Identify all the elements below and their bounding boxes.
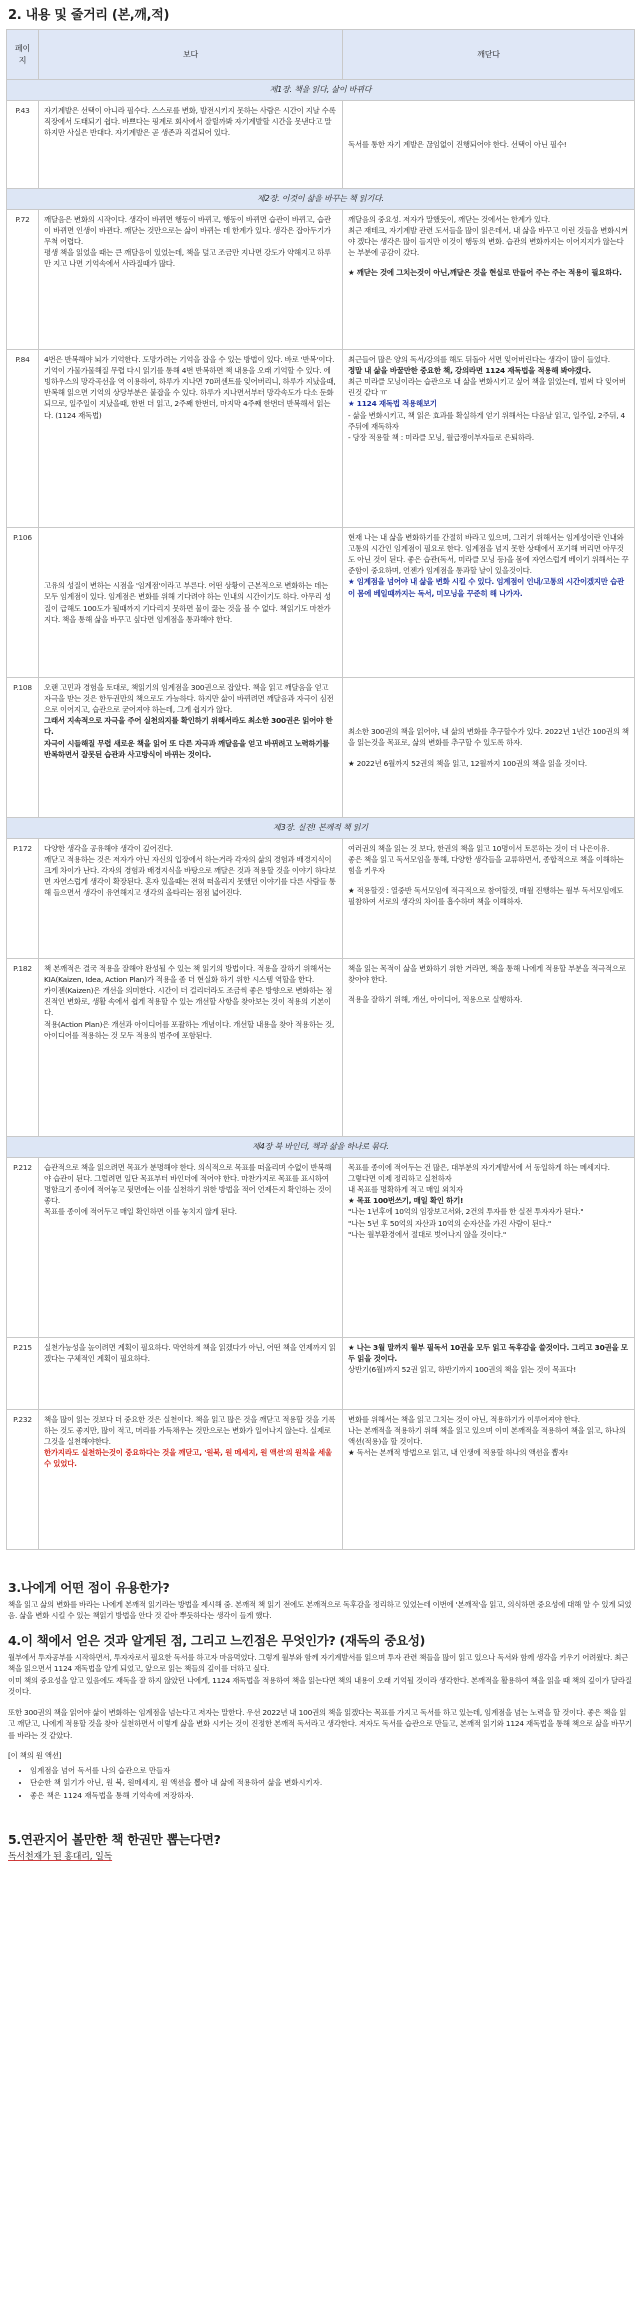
realize-highlight: ★ 임계점을 넘어야 내 삶을 변화 시킬 수 있다. 임계점이 인내/고통의 시간이겠지만 습관이 몸에 베일때까지는 독서, 미모닝을 꾸준히 해 나가자. xyxy=(348,577,624,598)
header-page: 페이지 xyxy=(7,30,39,80)
see-text: 적용(Action Plan)은 개선과 아이디어를 포괄하는 개념이다. 개선할 내용을 찾아 적용하는 것, 아이디어를 적용하는 것 모두 적용의 범주에 포함된다. xyxy=(44,1019,335,1040)
realize-text: 그렇다면 이제 정리하고 실천하자 xyxy=(348,1174,452,1184)
q5-body: 독서천재가 된 홍대리, 일독 xyxy=(8,1852,113,1863)
list-item: • 임계점을 넘어 독서를 나의 습관으로 만들자 xyxy=(30,1765,634,1778)
chapter-title: 제2장. 이것이 삶을 바꾸는 책 읽기다. xyxy=(7,189,635,210)
realize-text: 책을 읽는 목적이 삶을 변화하기 위한 거라면, 책을 통해 나에게 적용할 부분을 적극적으로 찾아야 한다. xyxy=(348,964,626,985)
page-number: P.232 xyxy=(7,1410,39,1550)
page-number: P.108 xyxy=(7,678,39,818)
realize-text: 최근 미라클 모닝이라는 습관으로 내 삶을 변화시키고 싶어 책을 읽었는데, 벌써 다 잊어버린것 같다 ㅠ xyxy=(348,377,626,398)
page-number: P.84 xyxy=(7,350,39,528)
realize-text: - 당장 적용할 책 : 미라클 모닝, 월급쟁이부자들로 은퇴하라. xyxy=(348,432,534,442)
page-number: P.72 xyxy=(7,210,39,350)
realize-text: 독서를 통한 자기 계발은 끊임없이 진행되어야 한다. 선택이 아닌 필수! xyxy=(348,139,567,149)
see-cell xyxy=(39,210,343,350)
question-4 xyxy=(6,1631,634,1802)
table-row xyxy=(7,1410,635,1550)
see-text: 깨달음은 변화의 시작이다. 생각이 바뀌면 행동이 바뀌고, 행동이 바뀌면 습관이 바뀌고, 습관이 바뀌면 인생이 바뀐다. 깨닫는 것만으로는 삶이 바뀌는 데 한계가 있다. 생각은 잡아두기가 무척 어렵다. xyxy=(44,215,331,247)
table-row xyxy=(7,959,635,1137)
realize-text: "나는 월부환경에서 절대로 벗어나지 않을 것이다." xyxy=(348,1229,507,1239)
q3-title: 3.나에게 어떤 점이 유용한가? xyxy=(8,1580,170,1595)
q4-paragraph: 월부에서 투자공부를 시작하면서, 투자자로서 필요한 독서를 하고자 마음먹었다. 그렇게 월부와 함께 자기계발서를 읽으며 투자 관련 책들을 많이 읽고 있으나 독서와 함께 생각을 키우기 어려웠다. 최근 책을 읽으면서 1124 재독법을 알게 되었고, 앞으로 읽는 책들의 깊이를 더하고 싶다. xyxy=(8,1652,629,1674)
see-highlight: 한가지라도 실천하는것이 중요하다는 것을 깨닫고, '원북, 원 메세지, 원 액션'의 원칙을 세울 수 있었다. xyxy=(44,1448,332,1469)
table-row xyxy=(7,839,635,959)
page-number: P.212 xyxy=(7,1158,39,1338)
table-row xyxy=(7,1338,635,1410)
list-item: • 단순한 책 읽기가 아닌, 원 북, 원메세지, 원 액션을 뽑아 내 삶에 적용하여 삶을 변화시키자. xyxy=(30,1777,634,1790)
see-cell xyxy=(39,528,343,678)
see-text: 책을 많이 읽는 것보다 더 중요한 것은 실천이다. 책을 읽고 많은 것을 깨닫고 적용할 것을 기록하는 것도 좋지만, 많이 적고, 머리를 가득채우는 것만으로는 변화가 일어나지 않는다. 실제로 그것을 실천해야한다. xyxy=(44,1415,336,1447)
see-cell xyxy=(39,678,343,818)
realize-cell xyxy=(343,1338,635,1410)
realize-text: 최근들어 많은 양의 독서/강의를 해도 뒤돌아 서면 잊어버린다는 생각이 많이 들었다. xyxy=(348,355,610,364)
table-row xyxy=(7,350,635,528)
see-text: 깨닫고 적용하는 것은 저자가 아닌 자신의 입장에서 하는거라 각자의 삶의 경험과 배경지식이 크게 차이가 난다. 각자의 경험과 배경지식을 바탕으로 깨달은 것과 적용할 것을 이야기 하다보면 자연스럽게 생각이 확장된다. 혼자 있을때는 전혀 떠올리지 못했던 이야기를 다른 사람들 통해 들으면서 생각이 유연해지고 생각의 올타리는 점점 넓어진다. xyxy=(44,855,336,898)
see-text: 다양한 생각을 공유해야 생각이 깊어진다. xyxy=(44,844,173,853)
see-text: 책 본깨적은 결국 적용을 잘해야 완성될 수 있는 책 읽기의 방법이다. 적용을 잘하기 위해서는 KIA(Kaizen, Idea, Action Plan)가 적용을 좀 더 현실화 하기 위한 시스템 역할을 한다. xyxy=(44,964,331,985)
see-text: 카이젠(Kaizen)은 개선을 의미한다. 시간이 더 걸리더라도 조금씩 좋은 방향으로 변화하는 점진적인 변화로, 생활 속에서 쉽게 적용할 수 있는 개선할 사항을 찾아보는 것이 적용의 기본이다. xyxy=(44,986,333,1018)
q4-paragraph: 이미 책의 중요성을 알고 있음에도 재독을 잘 하지 않았던 나에게, 1124 재독법을 적용하여 책을 읽는다면 책의 내용이 오래 기억될 것이라 생각한다. 본깨적을 활용하여 책을 읽을 때 책의 깊이가 달라질 것이다. xyxy=(8,1675,632,1697)
realize-text: 여러권의 책을 읽는 것 보다, 한권의 책을 읽고 10명이서 토론하는 것이 더 나은이유. xyxy=(348,844,610,853)
table-row xyxy=(7,101,635,189)
question-5 xyxy=(6,1830,634,1865)
realize-highlight: ★ 1124 재독법 적용해보기 xyxy=(348,399,437,409)
q5-title: 5.연관지어 볼만한 책 한권만 뽑는다면? xyxy=(8,1832,221,1848)
realize-text: 적용을 잘하기 위해, 개선, 아이디어, 적용으로 실행하자. xyxy=(348,995,523,1005)
realize-text: 내 목표를 명확하게 적고 매일 외치자 xyxy=(348,1185,463,1195)
see-text: 오랜 고민과 경험을 토대로, 책읽기의 임계점을 300권으로 잡았다. 책을 읽고 깨달음을 얻고 자극을 받는 것은 한두권만의 책으로도 가능하다. 하지만 삶이 바뀌려면 깨달음과 자극이 심전으로 이어지고, 습관으로 굳어져야 하는데, 그게 쉽지가 않다. xyxy=(44,683,334,715)
see-text: 평생 책을 읽었을 때는 큰 깨달음이 있었는데, 책을 덮고 조금만 지나면 강도가 약해지고 하루만 지고 나면 기억속에서 사라질때가 많다. xyxy=(44,248,331,269)
see-text: 실천가능성을 높이려면 계획이 필요하다. 막연하게 책을 읽겠다가 아닌, 어떤 책을 언제까지 읽겠다는 구체적인 계획이 필요하다. xyxy=(44,1343,336,1364)
notes-table xyxy=(6,29,635,1550)
realize-text: 현재 나는 내 삶을 변화하기를 간절히 바라고 있으며, 그러기 위해서는 임계성이란 인내와 고통의 시간인 임계점이 필요로 한다. 임계점을 넘지 못한 상태에서 포기해 버리면 아무것도 아닌 것이 된다. 좋은 습관(독서, 미라클 모닝 등)을 몸에 자연스럽게 베이기 위해서는 꾸준함이 중요하며, 언젠가 임계점을 통과할 날이 있을것이다. xyxy=(348,533,629,576)
realize-text: "나는 1년후에 10억의 임장보고서와, 2건의 투자를 한 실전 투자자가 된다." xyxy=(348,1207,584,1217)
see-cell xyxy=(39,1338,343,1410)
realize-highlight: ★ 나는 3월 말까지 월부 필독서 10권을 모두 읽고 독후감을 쓸것이다. 그리고 30권을 모두 읽을 것이다. xyxy=(348,1343,628,1364)
see-cell xyxy=(39,1410,343,1550)
table-row xyxy=(7,1158,635,1338)
page-number: P.215 xyxy=(7,1338,39,1410)
realize-cell xyxy=(343,210,635,350)
realize-highlight: ★ 목표 100번쓰기, 매일 확인 하기! xyxy=(348,1196,464,1206)
realize-text: 깨달음의 중요성. 저자가 말했듯이, 깨닫는 것에서는 한계가 있다. xyxy=(348,215,550,224)
realize-cell xyxy=(343,959,635,1137)
question-3 xyxy=(6,1578,634,1622)
q4-list-title: [이 책의 원 액션] xyxy=(8,1751,62,1761)
realize-highlight: ★ 깨닫는 것에 그치는것이 아닌,깨달은 것을 현실로 만들어 주는 주는 적용이 필요하다. xyxy=(348,268,622,278)
chapter-title: 제4장 북 바인더, 책과 삶을 하나로 묶다. xyxy=(7,1137,635,1158)
q3-body: 책을 읽고 삶의 변화를 바라는 나에게 본깨적 읽기라는 방법을 제시해 줌. 본깨적 책 읽기 전에도 본깨적으로 독후감을 정리하고 있었는데 이번에 '본깨적'을 읽고, 의식하면 중요성에 대해 알 수 있게 되었음. 삶을 변화 시킬 수 있는 책읽기 방법을 안다 것 같아 뿌듯하다는 생각이 들게 했다. xyxy=(8,1600,632,1621)
realize-text: 최소한 300권의 책을 읽어야, 내 삶의 변화를 추구할수가 있다. 2022년 1년간 100권의 책을 읽는것을 목표로, 삶의 변화를 추구할 수 있도록 하자. xyxy=(348,727,629,748)
page-number: P.106 xyxy=(7,528,39,678)
page xyxy=(0,4,640,1865)
header-see: 보다 xyxy=(39,30,343,80)
one-action-list xyxy=(20,1765,634,1803)
realize-text: 좋은 책을 읽고 독서모임을 통해, 다양한 생각들을 교류하면서, 종합적으로 책을 이해하는 힘을 키우자 xyxy=(348,855,624,876)
see-text: 그래서 지속적으로 자극을 주어 실천의지를 확인하기 위해서라도 최소한 300권은 읽어야 한다. xyxy=(44,716,333,737)
realize-cell xyxy=(343,839,635,959)
see-cell xyxy=(39,350,343,528)
q4-title: 4.이 책에서 얻은 것과 알게된 점, 그리고 느낀점은 무엇인가? (재독의 중요성) xyxy=(8,1632,426,1648)
section-title: 2. 내용 및 줄거리 (본,깨,적) xyxy=(8,8,170,23)
chapter-row xyxy=(7,189,635,210)
realize-cell xyxy=(343,678,635,818)
see-text: 고유의 성질이 변하는 시점을 '임계점'이라고 부른다. 어떤 상황이 근본적으로 변화하는 데는 모두 임계점이 있다. 임계점은 변화를 위해 기다려야 하는 인내의 시간이기도 하다. 아무리 성질이 급해도 100도가 될때까지 기다리지 못하면 물이 끓는 것을 볼 수 없다. 책읽기도 마찬가지다. 책을 통해 삶을 바꾸고 싶다면 임계점을 통과해야 한다. xyxy=(44,581,331,624)
see-text: 목표를 종이에 적어두고 매일 확인하면 이를 놓치지 않게 된다. xyxy=(44,1207,237,1217)
realize-highlight: ★ 독서는 본깨적 방법으로 읽고, 내 인생에 적용할 하나의 액션을 뽑자! xyxy=(348,1448,569,1458)
chapter-row xyxy=(7,1137,635,1158)
realize-cell xyxy=(343,101,635,189)
see-text: 4번은 반복해야 뇌가 기억한다. 도망가려는 기억을 잡을 수 있는 방법이 있다. 바로 '반복'이다. xyxy=(44,355,335,364)
page-number: P.182 xyxy=(7,959,39,1137)
header-realize: 깨닫다 xyxy=(343,30,635,80)
realize-text: 나는 본깨적을 적용하기 위해 책을 읽고 있으며 이미 본깨적을 적용하여 책을 읽고, 하나의 액션(적용)을 할 것이다. xyxy=(348,1426,626,1447)
realize-cell xyxy=(343,1410,635,1550)
realize-text: 정말 내 삶을 바꿀만한 중요한 책, 강의라면 1124 재독법을 적용해 봐야겠다. xyxy=(348,366,592,376)
see-text: 자기계발은 선택이 아니라 필수다. 스스로를 변화, 발전시키지 못하는 사람은 시간이 지날 수록 직장에서 도태되기 쉽다. 바쁘다는 핑계로 회사에서 잘릴까봐 자기계발할 시간을 못낸다고 말하지만 사실은 반대다. 자기계발은 곧 생존과 직결되어 있다. xyxy=(44,106,336,138)
realize-text: 변화를 위해서는 책을 읽고 그치는 것이 아닌, 적용하기가 이루어져야 한다. xyxy=(348,1415,580,1424)
chapter-row xyxy=(7,80,635,101)
realize-text: 최근 재테크, 자기계발 관련 도서들을 많이 읽은데서, 내 삶을 바꾸고 이런 것들을 변화시켜야 겠다는 생각은 많이 들지만 이것이 행동의 변화. 습관의 변화까지는 이어지지가 않는다는 부분에 공감이 갔다. xyxy=(348,226,628,258)
see-text: 습관적으로 책을 읽으려면 목표가 분명해야 한다. 의식적으로 목표를 떠올리며 수없이 반복해야 습관이 된다. 그럴려면 일단 목표부터 바인더에 적어야 한다. 마찬가지로 목표를 표시하여 명함크기 종이에 적어놓고 뒷면에는 이를 실천하기 위한 방법을 적어 언제든지 확인하는 것이 좋다. xyxy=(44,1163,332,1206)
page-number: P.43 xyxy=(7,101,39,189)
page-number: P.172 xyxy=(7,839,39,959)
table-row xyxy=(7,678,635,818)
chapter-title: 제1장. 책을 읽다, 삶이 바뀌다 xyxy=(7,80,635,101)
see-cell xyxy=(39,959,343,1137)
see-cell xyxy=(39,1158,343,1338)
list-item: • 좋은 책은 1124 재독법을 통해 기억속에 저장하자. xyxy=(30,1790,634,1803)
realize-text: 목표를 종이에 적어두는 건 많은, 대부분의 자기계발서에 서 동일하게 하는 메세지다. xyxy=(348,1163,610,1172)
header-row xyxy=(7,30,635,80)
chapter-row xyxy=(7,818,635,839)
see-text: 기억이 가물가물해질 무렵 다시 읽기를 통해 4번 반복하면 책 내용을 오래 기억할 수 있다. 에빙하우스의 망각곡선을 역 이용하여, 하루가 지나면 70퍼센트를 잊어버리니, 하루가 지났을때, 반복해 읽으면 기억의 상당부분은 붙잡을 수 있다. 하루가 지나면서부터 망각속도가 다소 둔화되므로, 일주일이 지났을때, 한번 더 읽고, 2주째 한번더, 마지막 4주째 한번더 반복해서 읽는다. (1124 재독법) xyxy=(44,366,336,420)
realize-cell xyxy=(343,528,635,678)
see-text: 자극이 시들해질 무렵 새로운 책을 읽어 또 다른 자극과 깨달음을 얻고 바뀌려고 노력하기를 반복하면서 잘못된 습관과 사고방식이 바뀌는 것이다. xyxy=(44,738,330,759)
realize-text: 상반기(6월)까지 52권 읽고, 하반기까지 100권의 책을 읽는 것이 목표다! xyxy=(348,1365,576,1375)
chapter-title: 제3장. 실전! 본깨적 책 읽기 xyxy=(7,818,635,839)
table-row xyxy=(7,528,635,678)
realize-text: - 삶을 변화시키고, 책 읽은 효과를 확실하게 얻기 위해서는 다음날 읽고, 일주일, 2주뒤, 4주뒤에 재독하자 xyxy=(348,410,626,431)
realize-text: "나는 5년 후 50억의 자산과 10억의 순자산을 가진 사람이 된다." xyxy=(348,1218,552,1228)
realize-highlight: ★ 2022년 6월까지 52권의 책을 읽고, 12월까지 100권의 책을 읽을 것이다. xyxy=(348,758,587,768)
see-cell xyxy=(39,839,343,959)
realize-highlight: ★ 적용할것 : 열중반 독서모임에 적극적으로 참여할것, 매월 진행하는 월부 독서모임에도 필참하여 서로의 생각의 차이를 흡수하며 책을 이해하자. xyxy=(348,886,624,907)
realize-cell xyxy=(343,1158,635,1338)
q4-paragraph: 또한 300권의 책을 읽어야 삶이 변화하는 임계점을 넘는다고 저자는 말한다. 우선 2022년 내 100권의 책을 읽겠다는 목표를 가지고 독서를 하고 있는데, 임계점을 넘는 노력을 할 것이다. 좋은 책을 읽고 깨닫고, 나에게 적용할 것을 찾아 실천하면서 이렇게 삶을 변화 시키는 것이 진정한 본깨적 독서라고 생각한다. 저자도 독서를 습관으로 만들고, 본깨적 읽기와 1124 재독법을 통해 책으로 삶을 바꾸기를 바라는 것 같았다. xyxy=(8,1707,632,1740)
see-cell xyxy=(39,101,343,189)
table-row xyxy=(7,210,635,350)
realize-cell xyxy=(343,350,635,528)
